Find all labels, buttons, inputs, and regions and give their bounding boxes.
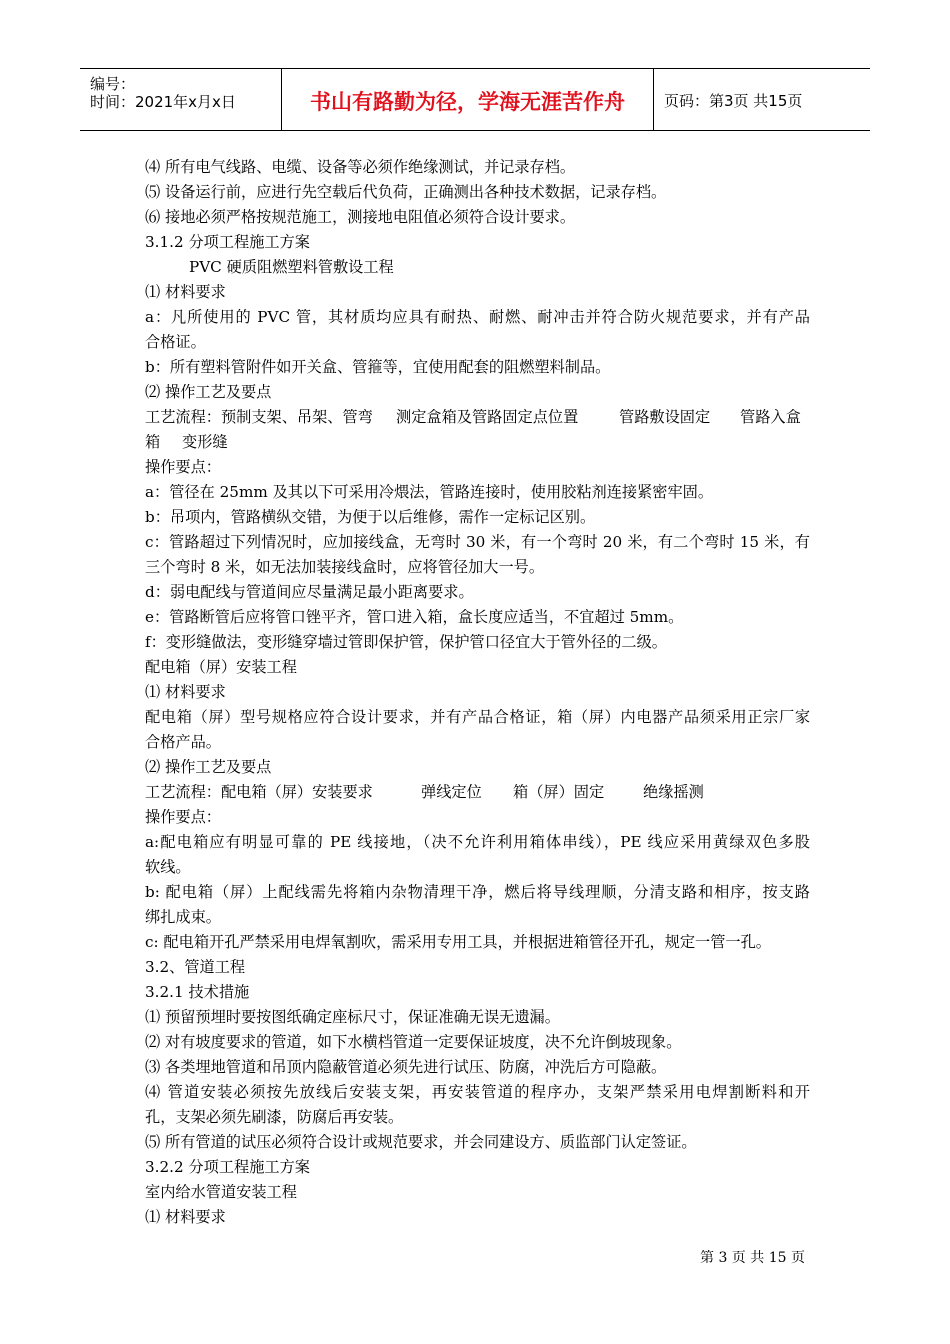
page-footer-number: 第 3 页 共 15 页 xyxy=(700,1250,805,1266)
paragraph: 三个弯时 8 米，如无法加装接线盒时，应将管径加大一号。 xyxy=(145,558,545,576)
header-page-cell xyxy=(654,69,870,130)
item-heading: ⑴ 材料要求 xyxy=(145,1208,226,1226)
paragraph: ⑸ 所有管道的试压必须符合设计或规范要求，并会同建设方、质监部门认定签证。 xyxy=(145,1133,697,1151)
subsection-title: 室内给水管道安装工程 xyxy=(145,1183,297,1201)
paragraph: d：弱电配线与管道间应尽量满足最小距离要求。 xyxy=(145,583,474,601)
paragraph: ⑹ 接地必须严格按规范施工，测接地电阻值必须符合设计要求。 xyxy=(145,208,576,226)
header-motto-cell xyxy=(282,69,654,130)
paragraph: c：管路超过下列情况时，应加接线盒，无弯时 30 米，有一个弯时 20 米，有二个弯时 15 米，有 xyxy=(145,533,810,551)
paragraph: 操作要点： xyxy=(145,808,221,826)
paragraph: a：管径在 25mm 及其以下可采用冷煨法，管路连接时，使用胶粘剂连接紧密牢固。 xyxy=(145,483,714,501)
paragraph: 孔，支架必须先刷漆，防腐后再安装。 xyxy=(145,1108,404,1126)
paragraph: 合格产品。 xyxy=(145,733,221,751)
paragraph: 绑扎成束。 xyxy=(145,908,221,926)
paragraph: f：变形缝做法，变形缝穿墙过管即保护管，保护管口径宜大于管外径的二级。 xyxy=(145,633,667,651)
page-header xyxy=(80,68,870,131)
section-heading: 3.1.2 分项工程施工方案 xyxy=(145,233,310,251)
section-heading: 3.2、管道工程 xyxy=(145,958,246,976)
paragraph: b：吊项内，管路横纵交错，为便于以后维修，需作一定标记区别。 xyxy=(145,508,596,526)
flow-step: 工艺流程：预制支架、吊架、管弯 xyxy=(145,408,373,426)
paragraph: 操作要点： xyxy=(145,458,221,476)
item-heading: ⑵ 操作工艺及要点 xyxy=(145,383,272,401)
flow-step: 弹线定位 xyxy=(421,783,482,801)
header-info-cell xyxy=(80,69,282,130)
flow-step: 变形缝 xyxy=(182,433,228,451)
header-motto: 书山有路勤为径，学海无涯苦作舟 xyxy=(310,90,625,114)
flow-step: 绝缘摇测 xyxy=(643,783,704,801)
subsection-title: 配电箱（屏）安装工程 xyxy=(145,658,297,676)
process-flow xyxy=(145,430,810,455)
paragraph: ⑶ 各类埋地管道和吊顶内隐蔽管道必须先进行试压、防腐，冲洗后方可隐蔽。 xyxy=(145,1058,667,1076)
paragraph: a:配电箱应有明显可靠的 PE 线接地，（决不允许利用箱体串线），PE 线应采用黄绿双色多股 xyxy=(145,833,810,851)
flow-step: 管路敷设固定 xyxy=(619,408,711,426)
flow-step: 管路入盒 xyxy=(740,408,801,426)
paragraph: ⑷ 管道安装必须按先放线后安装支架，再安装管道的程序办，支架严禁采用电焊割断料和开 xyxy=(145,1083,810,1101)
document-number-label: 编号： xyxy=(90,75,136,93)
item-heading: ⑴ 材料要求 xyxy=(145,283,226,301)
paragraph: ⑵ 对有坡度要求的管道，如下水横档管道一定要保证坡度，决不允许倒坡现象。 xyxy=(145,1033,682,1051)
paragraph: c: 配电箱开孔严禁采用电焊氧割吹，需采用专用工具，并根据进箱管径开孔，规定一管一孔。 xyxy=(145,933,771,951)
paragraph: 软线。 xyxy=(145,858,191,876)
paragraph: b: 配电箱（屏）上配线需先将箱内杂物清理干净，燃后将导线理顺，分清支路和相序，按支路 xyxy=(145,883,810,901)
paragraph: ⑸ 设备运行前，应进行先空载后代负荷，正确测出各种技术数据，记录存档。 xyxy=(145,183,667,201)
flow-step: 箱 xyxy=(145,433,161,451)
flow-step: 工艺流程：配电箱（屏）安装要求 xyxy=(145,783,373,801)
paragraph: a：凡所使用的 PVC 管，其材质均应具有耐热、耐燃、耐冲击并符合防火规范要求，并有产品 xyxy=(145,308,810,326)
process-flow xyxy=(145,780,810,805)
item-heading: ⑴ 材料要求 xyxy=(145,683,226,701)
paragraph: ⑴ 预留预埋时要按图纸确定座标尺寸，保证准确无误无遗漏。 xyxy=(145,1008,560,1026)
section-heading: 3.2.1 技术措施 xyxy=(145,983,250,1001)
flow-step: 箱（屏）固定 xyxy=(513,783,605,801)
document-body xyxy=(145,155,810,1230)
process-flow xyxy=(145,405,810,430)
item-heading: ⑵ 操作工艺及要点 xyxy=(145,758,272,776)
paragraph: 配电箱（屏）型号规格应符合设计要求，并有产品合格证，箱（屏）内电器产品须采用正宗厂家 xyxy=(145,708,810,726)
subsection-title: PVC 硬质阻燃塑料管敷设工程 xyxy=(189,258,394,276)
paragraph: 合格证。 xyxy=(145,333,206,351)
document-date-label: 时间：2021年x月x日 xyxy=(90,93,236,111)
paragraph: b：所有塑料管附件如开关盒、管箍等，宜使用配套的阻燃塑料制品。 xyxy=(145,358,611,376)
paragraph: ⑷ 所有电气线路、电缆、设备等必须作绝缘测试，并记录存档。 xyxy=(145,158,576,176)
paragraph: e：管路断管后应将管口锉平齐，管口进入箱，盒长度应适当，不宜超过 5mm。 xyxy=(145,608,684,626)
flow-step: 测定盒箱及管路固定点位置 xyxy=(396,408,579,426)
header-page-number: 页码：第3页 共15页 xyxy=(664,92,803,110)
section-heading: 3.2.2 分项工程施工方案 xyxy=(145,1158,310,1176)
